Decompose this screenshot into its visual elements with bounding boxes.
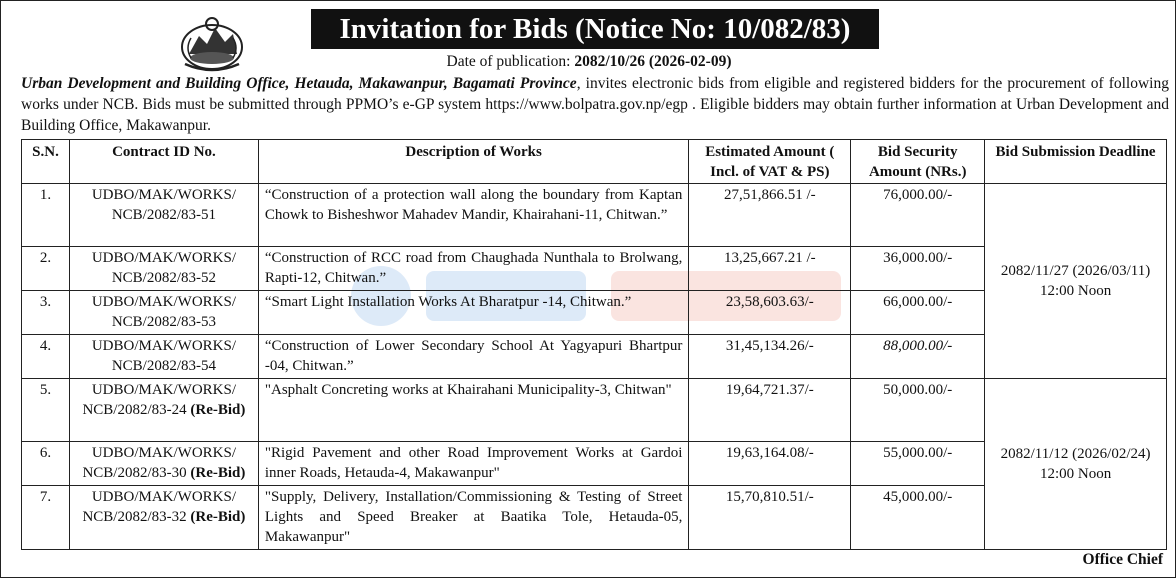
rebid-label: (Re-Bid)	[190, 509, 246, 525]
row-contract-id	[69, 379, 258, 442]
organization-name: Urban Development and Building Office, Hetauda, Makawanpur, Bagamati Province	[21, 75, 577, 92]
publication-date-value: 2082/10/26 (2026-02-09)	[574, 53, 732, 70]
row-estimated-amount: 23,58,603.63/-	[689, 291, 851, 335]
bids-table	[21, 139, 1167, 550]
table-row	[22, 379, 1167, 442]
row-description: "Asphalt Concreting works at Khairahani Municipality-3, Chitwan"	[258, 379, 688, 442]
row-contract-id: UDBO/MAK/WORKS/ NCB/2082/83-52	[69, 247, 258, 291]
publication-date	[1, 52, 1176, 72]
row-description: “Construction of Lower Secondary School At Yagyapuri Bhartpur -04, Chitwan.”	[258, 335, 688, 379]
row-sn: 1.	[22, 184, 70, 247]
contract-id-text: UDBO/MAK/WORKS/ NCB/2082/83-24	[82, 382, 237, 418]
contract-id-text: UDBO/MAK/WORKS/ NCB/2082/83-30	[82, 445, 237, 481]
row-sn: 7.	[22, 486, 70, 550]
row-contract-id: UDBO/MAK/WORKS/ NCB/2082/83-51	[69, 184, 258, 247]
rebid-label: (Re-Bid)	[190, 402, 246, 418]
header-deadline: Bid Submission Deadline	[985, 140, 1167, 184]
rebid-label: (Re-Bid)	[190, 465, 246, 481]
row-estimated-amount: 13,25,667.21 /-	[689, 247, 851, 291]
header-description: Description of Works	[258, 140, 688, 184]
row-sn: 4.	[22, 335, 70, 379]
deadline-group-2: 2082/11/12 (2026/02/24) 12:00 Noon	[985, 379, 1167, 550]
row-bid-security: 88,000.00/-	[851, 335, 985, 379]
row-estimated-amount: 15,70,810.51/-	[689, 486, 851, 550]
row-bid-security: 36,000.00/-	[851, 247, 985, 291]
header-sn: S.N.	[22, 140, 70, 184]
intro-paragraph	[21, 73, 1169, 136]
row-contract-id: UDBO/MAK/WORKS/ NCB/2082/83-54	[69, 335, 258, 379]
header-bid-security: Bid Security Amount (NRs.)	[851, 140, 985, 184]
row-bid-security: 66,000.00/-	[851, 291, 985, 335]
row-bid-security: 45,000.00/-	[851, 486, 985, 550]
row-sn: 3.	[22, 291, 70, 335]
row-contract-id: UDBO/MAK/WORKS/ NCB/2082/83-53	[69, 291, 258, 335]
table-row	[22, 184, 1167, 247]
row-sn: 2.	[22, 247, 70, 291]
header-contract-id: Contract ID No.	[69, 140, 258, 184]
row-estimated-amount: 19,63,164.08/-	[689, 442, 851, 486]
row-description: “Construction of RCC road from Chaughada Nunthala to Brolwang, Rapti-12, Chitwan.”	[258, 247, 688, 291]
signoff-office-chief: Office Chief	[1082, 551, 1163, 568]
row-bid-security: 55,000.00/-	[851, 442, 985, 486]
deadline-group-1: 2082/11/27 (2026/03/11) 12:00 Noon	[985, 184, 1167, 379]
row-description: “Construction of a protection wall along the boundary from Kaptan Chowk to Bisheshwor Mahadev Mandir, Khairahani-11, Chitwan.”	[258, 184, 688, 247]
contract-id-text: UDBO/MAK/WORKS/ NCB/2082/83-32	[82, 489, 237, 525]
row-bid-security: 76,000.00/-	[851, 184, 985, 247]
row-description: "Supply, Delivery, Installation/Commissioning & Testing of Street Lights and Speed Breaker at Baatika Tole, Hetauda-05, Makawanpur"	[258, 486, 688, 550]
row-contract-id	[69, 442, 258, 486]
table-header-row	[22, 140, 1167, 184]
row-bid-security: 50,000.00/-	[851, 379, 985, 442]
row-sn: 5.	[22, 379, 70, 442]
intro-text: , invites electronic bids from eligible and registered bidders for the procurement of following works under NCB. Bids must be submitted through PPMO’s e-GP system https://www.bolpatra.gov.np/egp . Eligible bidders may obtain further information at Urban Development and Building Office, Makawanpur.	[21, 75, 1169, 134]
row-contract-id	[69, 486, 258, 550]
row-description: “Smart Light Installation Works At Bharatpur -14, Chitwan.”	[258, 291, 688, 335]
header-estimated-amount: Estimated Amount ( Incl. of VAT & PS)	[689, 140, 851, 184]
publication-date-label: Date of publication:	[446, 53, 571, 70]
notice-title: Invitation for Bids (Notice No: 10/082/83)	[311, 9, 879, 49]
row-sn: 6.	[22, 442, 70, 486]
row-estimated-amount: 19,64,721.37/-	[689, 379, 851, 442]
row-estimated-amount: 27,51,866.51 /-	[689, 184, 851, 247]
row-estimated-amount: 31,45,134.26/-	[689, 335, 851, 379]
row-description: "Rigid Pavement and other Road Improvement Works at Gardoi inner Roads, Hetauda-4, Makawanpur"	[258, 442, 688, 486]
